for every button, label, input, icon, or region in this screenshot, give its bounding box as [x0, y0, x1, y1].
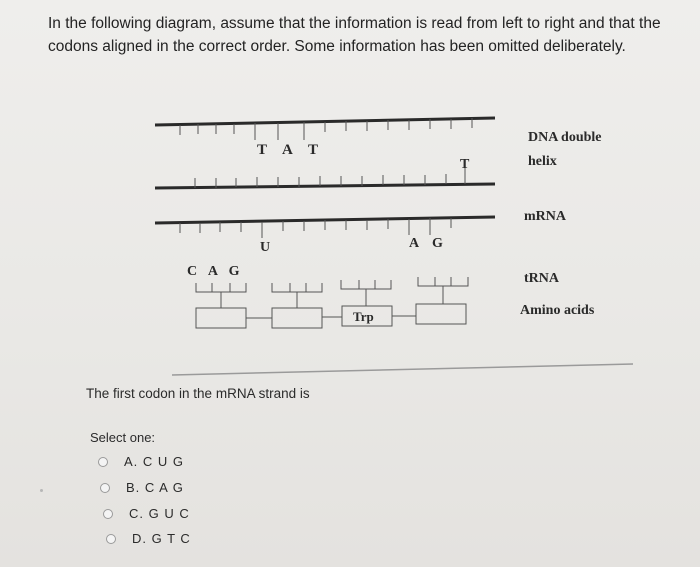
dna-top-letter-2: A [282, 142, 293, 158]
label-dna-double: DNA double [528, 130, 602, 145]
option-a-label: A. C U G [124, 454, 185, 469]
trna-1 [196, 283, 246, 308]
trna-2 [272, 283, 322, 308]
amino-acid-box-2 [272, 308, 322, 328]
diagram-svg [110, 70, 670, 370]
trna-3 [341, 280, 391, 306]
radio-button-b[interactable] [100, 483, 110, 493]
stray-dot [40, 489, 43, 492]
trna-anticodon: C A G [187, 264, 244, 279]
question-text: In the following diagram, assume that the information is read from left to right and that the codons aligned in the correct order. Some information has been omitted deliberately. [48, 15, 661, 55]
amino-acid-chain [196, 304, 466, 328]
mrna-letter-g: G [432, 236, 443, 251]
option-d-label: D. G T C [132, 531, 191, 546]
question-prompt: The first codon in the mRNA strand is [86, 386, 310, 401]
select-one-label: Select one: [90, 430, 156, 445]
label-amino-acids: Amino acids [520, 303, 595, 318]
option-b-label: B. C A G [126, 480, 184, 495]
mrna-letter-a: A [409, 236, 420, 251]
label-mrna: mRNA [524, 209, 566, 224]
radio-button-a[interactable] [98, 457, 108, 467]
dna-top-letter-3: T [308, 142, 319, 158]
amino-acid-trp: Trp [353, 309, 374, 324]
radio-button-c[interactable] [103, 509, 113, 519]
transcription-diagram [110, 70, 670, 370]
dna-top-letter-1: T [257, 142, 268, 158]
amino-acid-box-4 [416, 304, 466, 324]
dna-bottom-letter: T [460, 157, 470, 172]
option-b[interactable] [100, 480, 184, 495]
option-d[interactable] [106, 531, 191, 546]
radio-button-d[interactable] [106, 534, 116, 544]
label-helix: helix [528, 154, 557, 169]
option-a[interactable] [98, 454, 184, 469]
option-c-label: C. G U C [129, 506, 190, 521]
mrna-letter-u: U [260, 240, 271, 255]
amino-acid-box-1 [196, 308, 246, 328]
label-trna: tRNA [524, 271, 559, 286]
option-c[interactable] [103, 506, 190, 521]
dna-bottom-strand [155, 184, 495, 188]
trna-4 [418, 277, 468, 304]
